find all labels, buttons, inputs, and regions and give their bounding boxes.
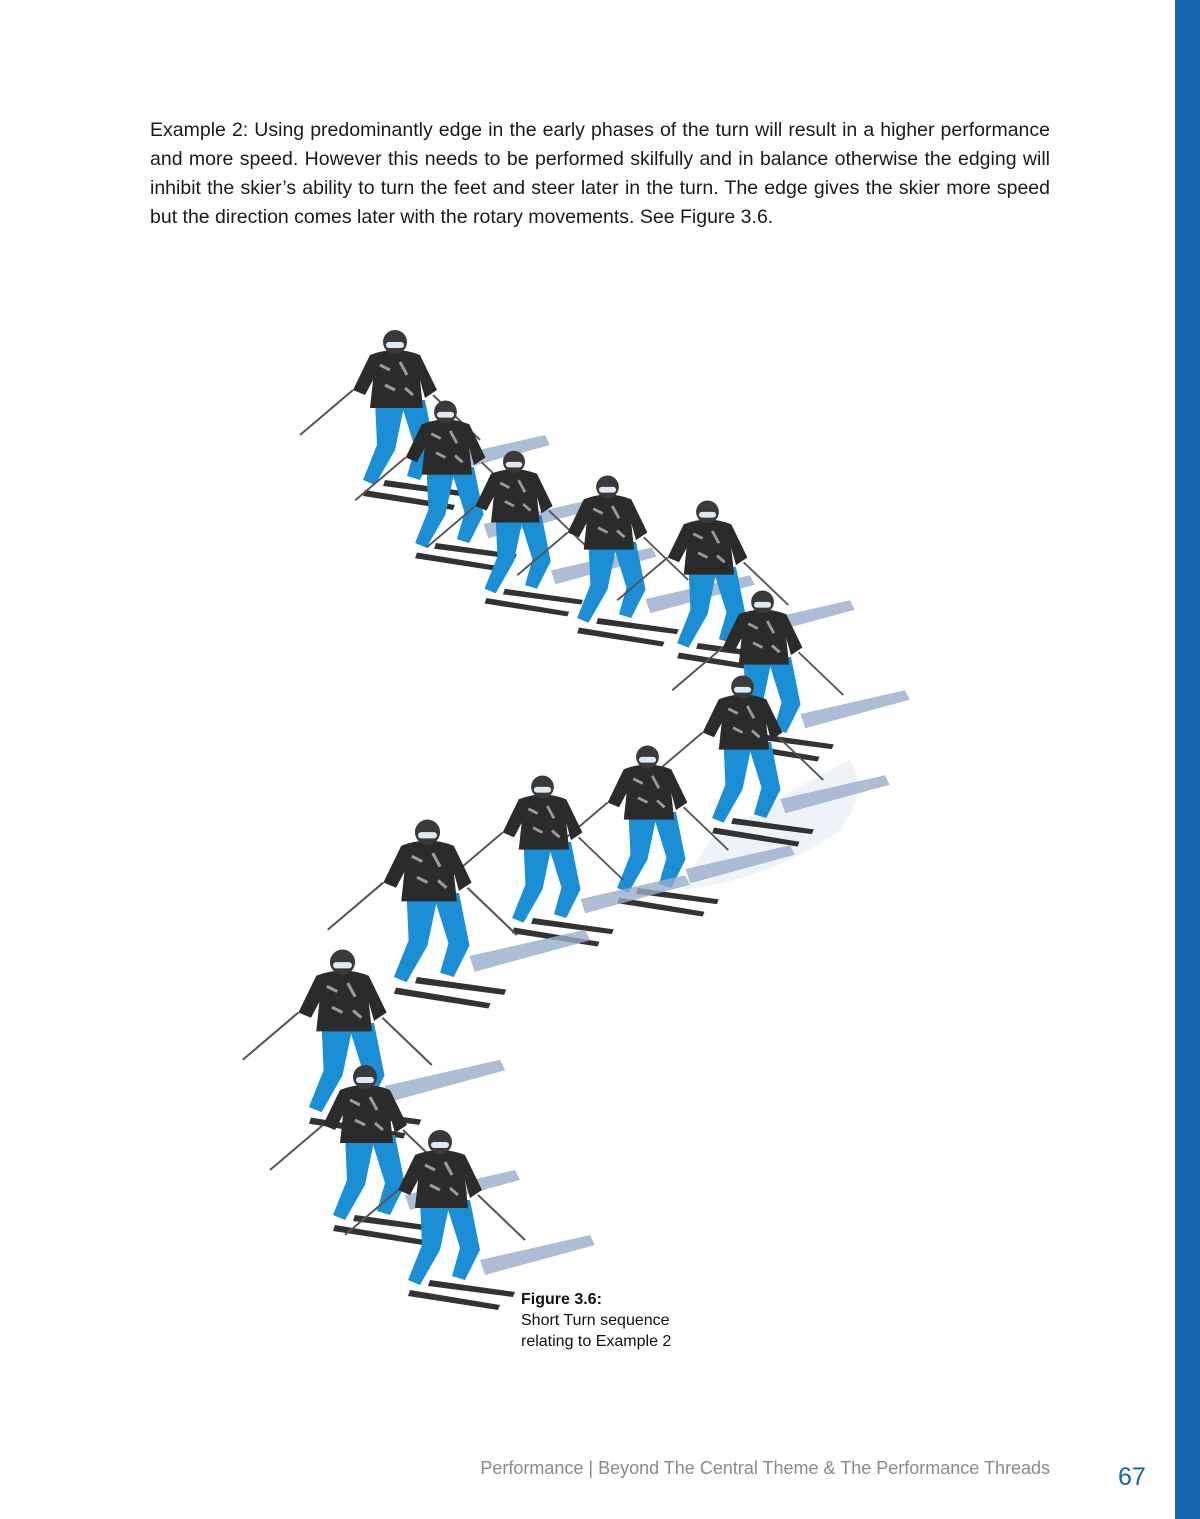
caption-line-1: Short Turn sequence [521, 1312, 670, 1329]
page-number: 67 [1118, 1463, 1146, 1491]
side-accent-bar [1175, 0, 1200, 1519]
body-paragraph: Example 2: Using predominantly edge in the early phases of the turn will result in a higher performance and more speed. However this needs to be performed skilfully and in balance otherwise the edging will inhibit the skier’s ability to turn the feet and steer later in the turn. The edge gives the skier more speed but the direction comes later with the rotary movements. See Figure 3.6. [150, 119, 1050, 228]
caption-title: Figure 3.6: [521, 1291, 602, 1308]
footer-running-title: Performance | Beyond The Central Theme & The Performance Threads [480, 1458, 1050, 1478]
caption-line-2: relating to Example 2 [521, 1333, 672, 1350]
figure-ski-sequence [150, 320, 980, 1350]
ski-sequence-image [150, 320, 980, 1350]
figure-caption [521, 1289, 671, 1352]
